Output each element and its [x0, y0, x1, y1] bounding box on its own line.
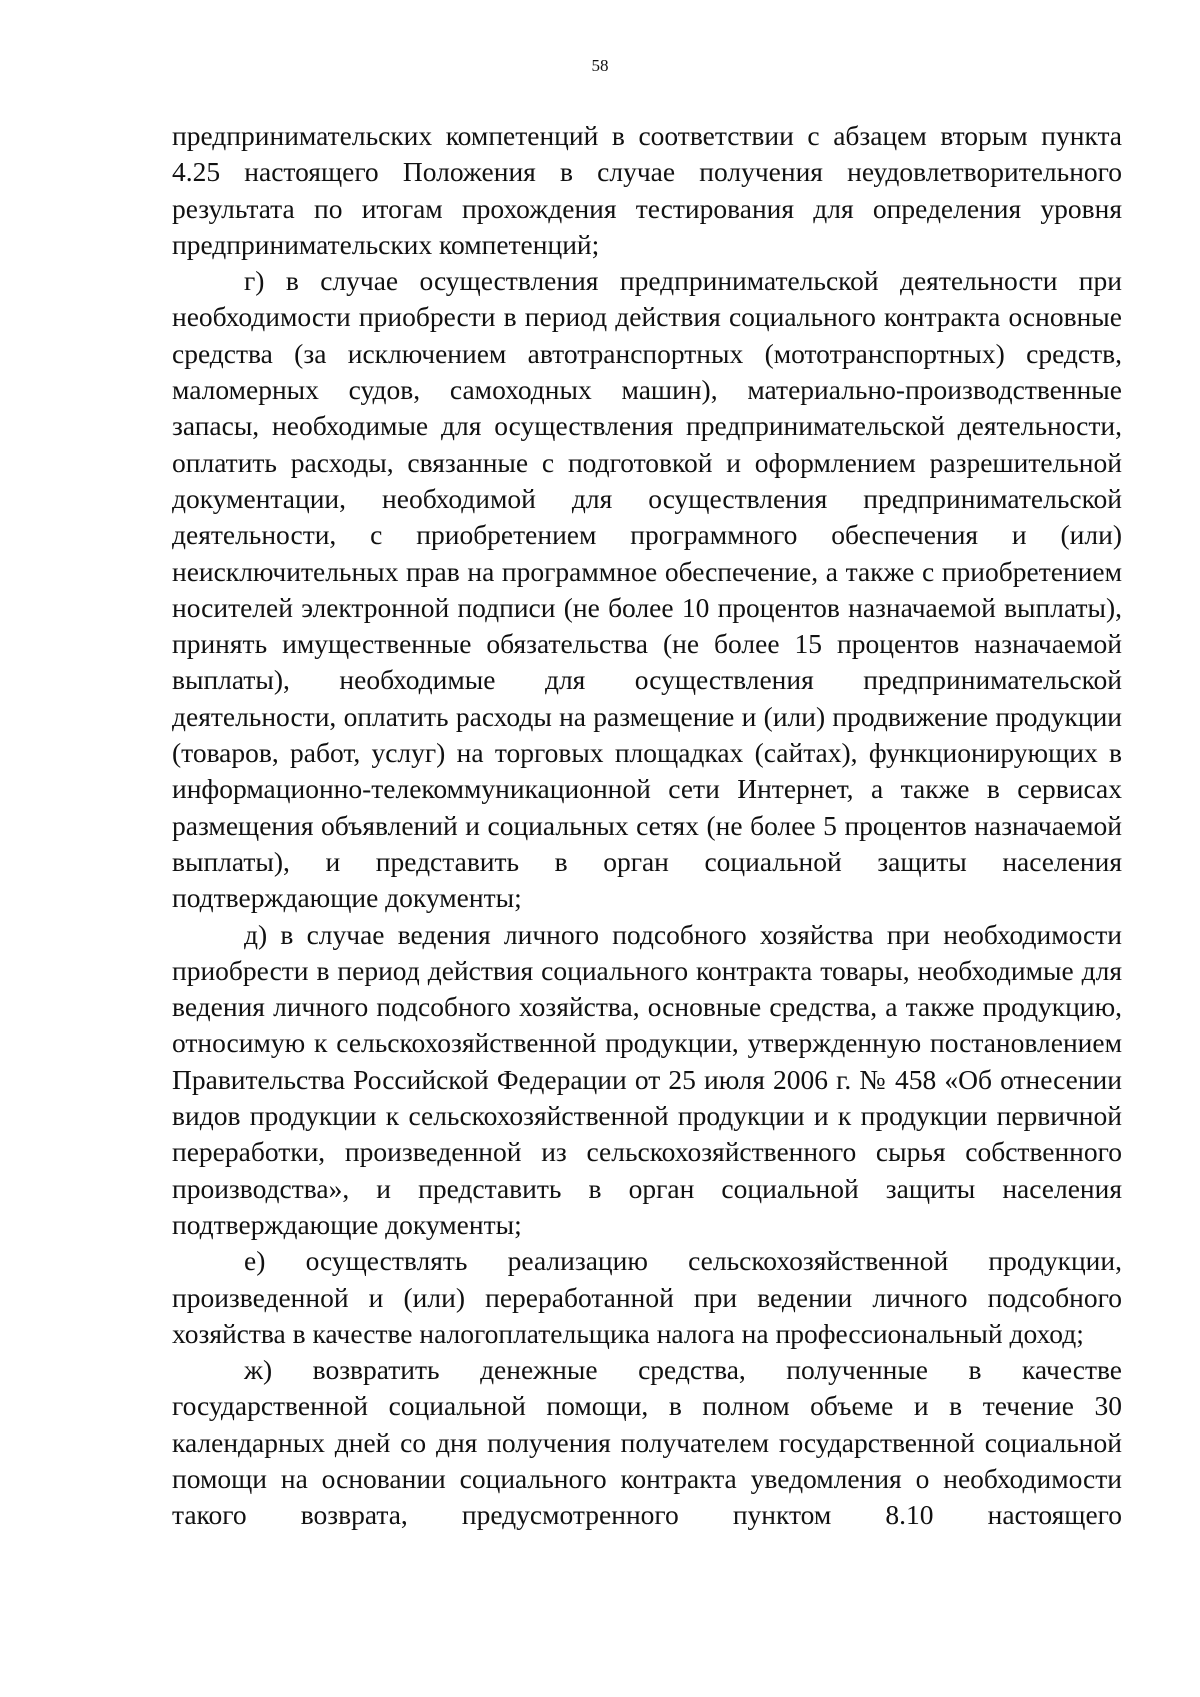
paragraph-item-d: д) в случае ведения личного подсобного хозяйства при необходимости приобрести в период действия социального контракта товары, необходимые для ведения личного подсобного хозяйства, основные средства, а также продукцию, относимую к сельскохозяйственной продукции, утвержденную постановлением Правительства Российской Федерации от 25 июля 2006 г. № 458 «Об отнесении видов продукции к сельскохозяйственной продукции и к продукции первичной переработки, произведенной из сельскохозяйственного сырья собственного производства», и представить в орган социальной защиты населения подтверждающие документы; — [172, 918, 1122, 1240]
paragraph-continuation: предпринимательских компетенций в соответствии с абзацем вторым пункта 4.25 настоящего Положения в случае получения неудовлетворительного результата по итогам прохождения тестирования для определения уровня предпринимательских компетенций; — [172, 120, 1122, 260]
page-number: 58 — [591, 56, 609, 75]
paragraph-item-e: е) осуществлять реализацию сельскохозяйственной продукции, произведенной и (или) переработанной при ведении личного подсобного хозяйства в качестве налогоплательщика налога на профессиональный доход; — [172, 1245, 1122, 1349]
paragraph-item-g: г) в случае осуществления предпринимательской деятельности при необходимости приобрести в период действия социального контракта основные средства (за исключением автотранспортных (мототранспортных) средств, маломерных судов, самоходных машин), материально-производственные запасы, необходимые для осуществления предпринимательской деятельности, оплатить расходы, связанные с подготовкой и оформлением разрешительной документации, необходимой для осуществления предпринимательской деятельности, с приобретением программного обеспечения и (или) неисключительных прав на программное обеспечение, а также с приобретением носителей электронной подписи (не более 10 процентов назначаемой выплаты), принять имущественные обязательства (не более 15 процентов назначаемой выплаты), необходимые для осуществления предпринимательской деятельности, оплатить расходы на размещение и (или) продвижение продукции (товаров, работ, услуг) на торговых площадках (сайтах), функционирующих в информационно-телекоммуникационной сети Интернет, а также в сервисах размещения объявлений и социальных сетях (не более 5 процентов назначаемой выплаты), и представить в орган социальной защиты населения подтверждающие документы; — [172, 265, 1122, 914]
document-body — [172, 118, 1122, 1534]
paragraph-item-zh: ж) возвратить денежные средства, полученные в качестве государственной социальной помощи, в полном объеме и в течение 30 календарных дней со дня получения получателем государственной социальной помощи на основании социального контракта уведомления о необходимости такого возврата, предусмотренного пунктом 8.10 настоящего — [172, 1354, 1122, 1531]
